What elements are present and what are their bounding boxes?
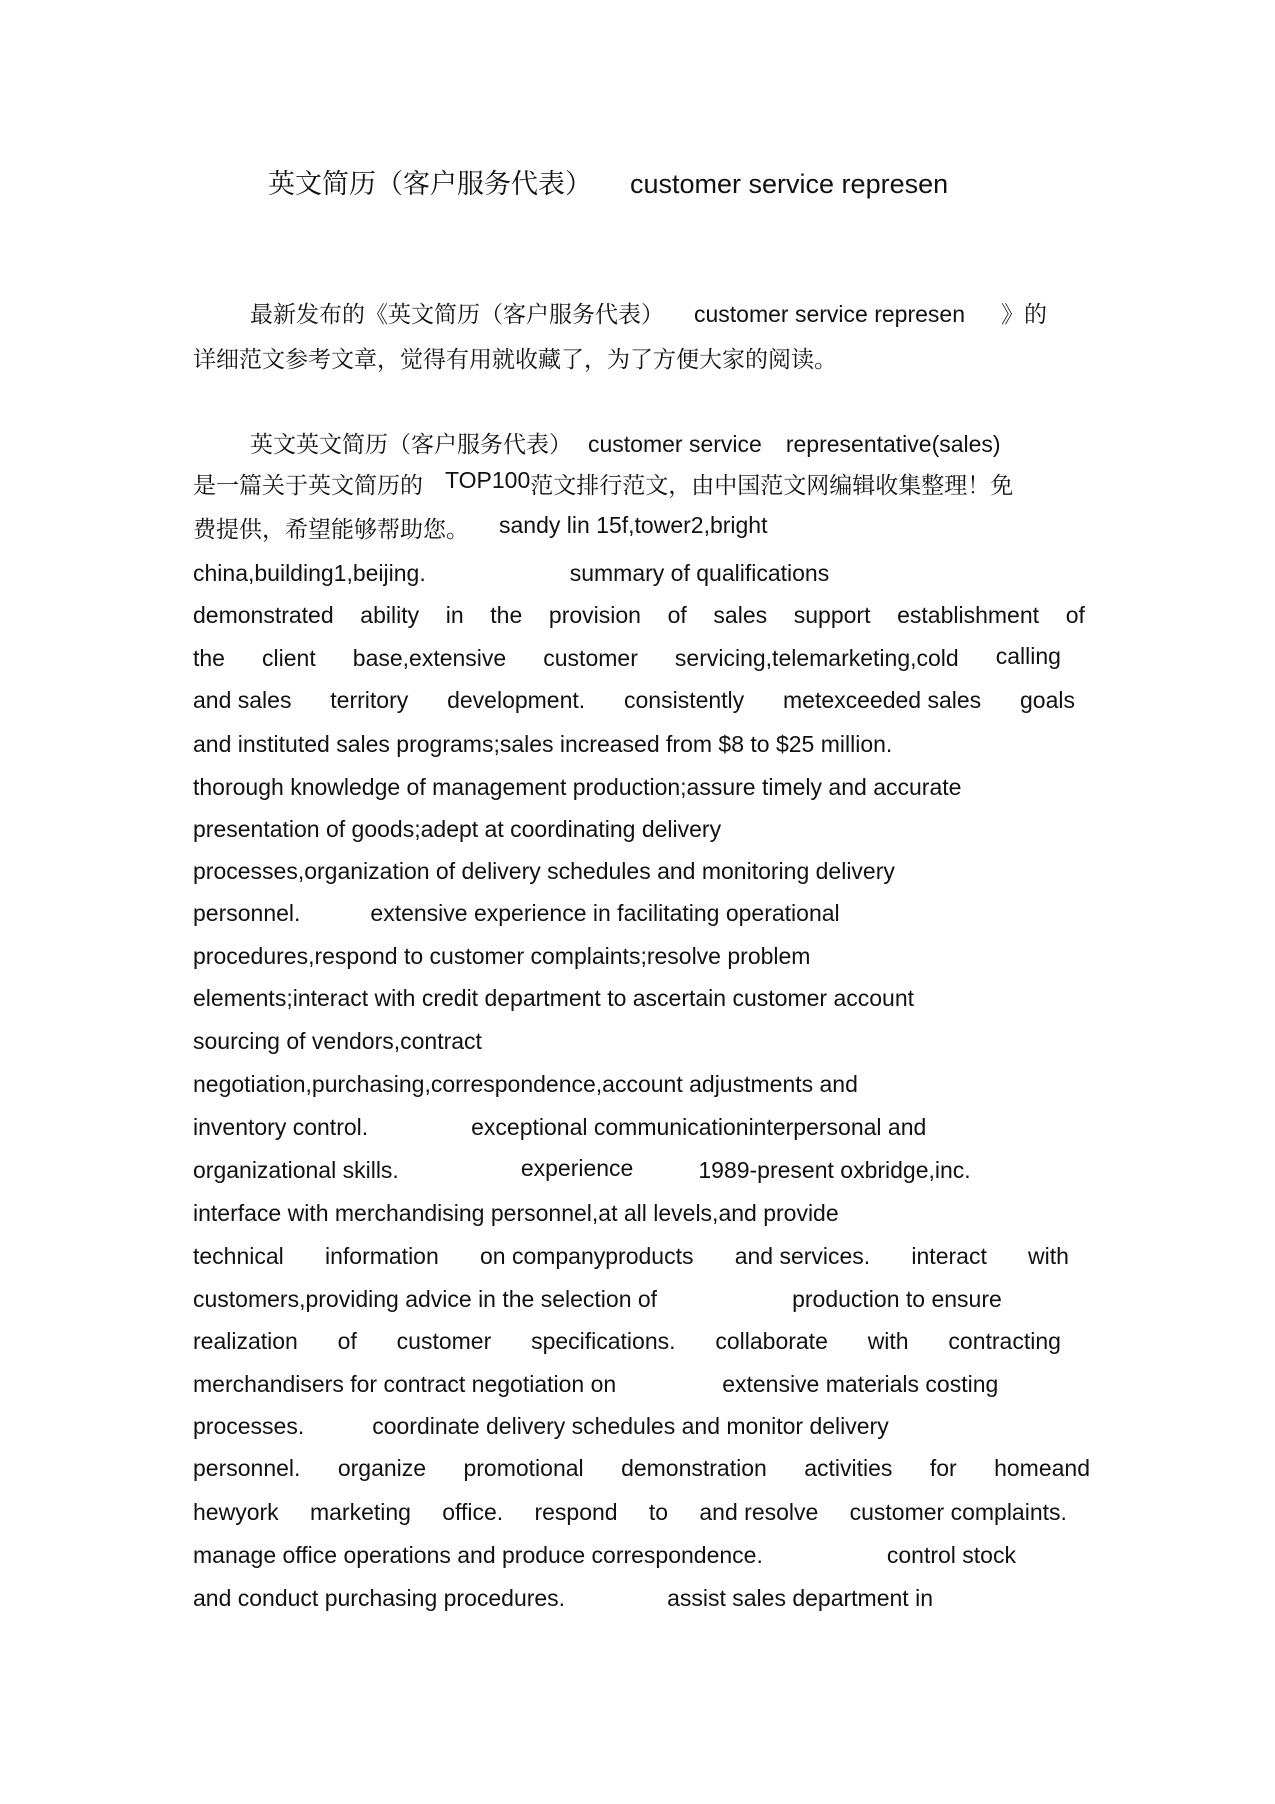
- body-line: inventory control. exceptional communicationinterpersonal and: [193, 1114, 927, 1140]
- title-chinese: 英文简历（客户服务代表）: [268, 169, 592, 199]
- body-line: interface with merchandising personnel,at all levels,and provide: [193, 1200, 839, 1226]
- page-title: [268, 164, 948, 204]
- body-line-justified: realization of customer specifications. collaborate with contracting: [193, 1328, 1061, 1354]
- intro-line-1: 最新发布的《英文简历（客户服务代表） customer service represen 》的: [250, 301, 1047, 327]
- body-line: presentation of goods;adept at coordinating delivery: [193, 816, 722, 842]
- body-line: procedures,respond to customer complaints;resolve problem: [193, 943, 811, 969]
- body-line: thorough knowledge of management production;assure timely and accurate: [193, 774, 962, 800]
- body-line-justified: personnel. organize promotional demonstration activities for homeand: [193, 1455, 1090, 1481]
- body-line: 费提供，希望能够帮助您。 sandy lin 15f,tower2,bright: [193, 512, 768, 542]
- body-line: negotiation,purchasing,correspondence,account adjustments and: [193, 1071, 858, 1097]
- body-line: organizational skills. experience 1989-present oxbridge,inc.: [193, 1155, 971, 1183]
- body-line-justified: demonstrated ability in the provision of sales support establishment of: [193, 602, 1085, 628]
- title-english: customer service represen: [630, 169, 949, 199]
- body-line: 是一篇关于英文简历的 TOP100范文排行范文，由中国范文网编辑收集整理！免: [193, 467, 1014, 498]
- body-line-justified: hewyork marketing office. respond to and resolve customer complaints.: [193, 1499, 1067, 1525]
- body-line-justified: and sales territory development. consistently metexceeded sales goals: [193, 687, 1075, 713]
- body-line: sourcing of vendors,contract: [193, 1028, 482, 1054]
- body-line: processes,organization of delivery schedules and monitoring delivery: [193, 858, 895, 884]
- body-line: 英文英文简历（客户服务代表） customer service representative(sales): [250, 431, 1001, 457]
- body-line: manage office operations and produce correspondence. control stock: [193, 1542, 1016, 1568]
- intro-line-2: 详细范文参考文章，觉得有用就收藏了，为了方便大家的阅读。: [193, 346, 837, 372]
- body-line: china,building1,beijing. summary of qualifications: [193, 560, 830, 586]
- body-line: processes. coordinate delivery schedules and monitor delivery: [193, 1413, 889, 1439]
- body-line: elements;interact with credit department to ascertain customer account: [193, 985, 915, 1011]
- body-line: and conduct purchasing procedures. assist sales department in: [193, 1585, 933, 1611]
- body-line: personnel. extensive experience in facilitating operational: [193, 900, 840, 926]
- body-line: and instituted sales programs;sales increased from $8 to $25 million.: [193, 731, 893, 757]
- body-line: customers,providing advice in the selection of production to ensure: [193, 1286, 1002, 1312]
- body-line-justified: technical information on companyproducts and services. interact with: [193, 1243, 1069, 1269]
- body-line: merchandisers for contract negotiation on extensive materials costing: [193, 1371, 999, 1397]
- body-line-justified: the client base,extensive customer servicing,telemarketing,cold calling: [193, 643, 1061, 671]
